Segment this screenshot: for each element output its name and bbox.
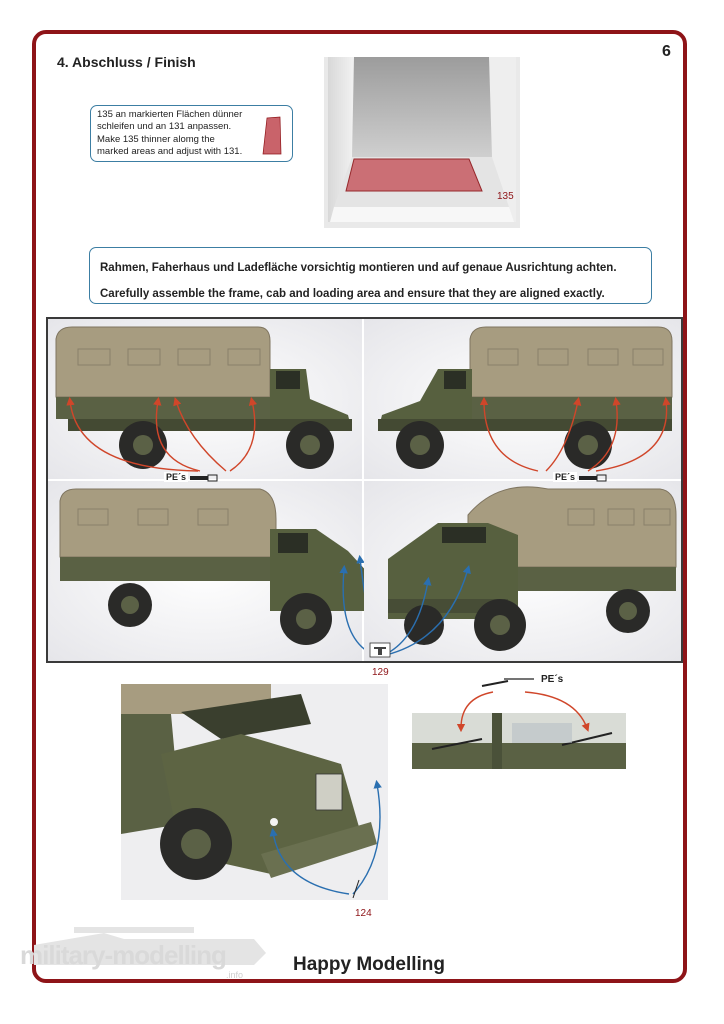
photo-three-quarter-right: [364, 481, 681, 661]
pe-part-icon-left: [190, 474, 218, 482]
truck-photos: [48, 319, 681, 661]
part-129-icon: [370, 643, 390, 657]
photo-side-left: [48, 319, 362, 479]
watermark-text: military-modelling: [20, 940, 226, 970]
part-note-box: [90, 105, 293, 162]
part-135-photo: [324, 57, 520, 228]
pe-part-icon-right: [579, 474, 607, 482]
part-129-label: 129: [372, 667, 389, 678]
part-note-text-de: 135 an markierten Flächen dünner schleifen und an 131 anpassen.: [97, 109, 243, 132]
photo-three-quarter-left: [48, 481, 376, 661]
page-number: 6: [662, 43, 671, 60]
brand-name: Happy Modelling: [293, 954, 445, 975]
marked-area-swatch: [262, 116, 282, 156]
watermark-subtext: .info: [226, 970, 244, 980]
pe-label-left: PE´s: [166, 472, 187, 482]
pe-label-right: PE´s: [555, 472, 576, 482]
front-detail-photo: [121, 684, 388, 900]
section-title: 4. Abschluss / Finish: [57, 54, 196, 70]
part-note-text-en: Make 135 thinner alomg the marked areas and adjust with 131.: [97, 134, 243, 157]
assembly-note-text-en: Carefully assemble the frame, cab and loading area and ensure that they are aligned exactly.: [100, 288, 605, 300]
truck-photo-grid: [46, 317, 683, 663]
assembly-note-box: [89, 247, 652, 304]
wiper-arrows: [455, 688, 615, 733]
pe-label-detail: PE´s: [541, 674, 564, 685]
part-124-label: 124: [355, 908, 372, 919]
photo-side-right: [364, 319, 681, 479]
assembly-note-text-de: Rahmen, Faherhaus und Ladefläche vorsichtig montieren und auf genaue Ausrichtung achten.: [100, 262, 617, 274]
part-135-label: 135: [497, 191, 514, 202]
